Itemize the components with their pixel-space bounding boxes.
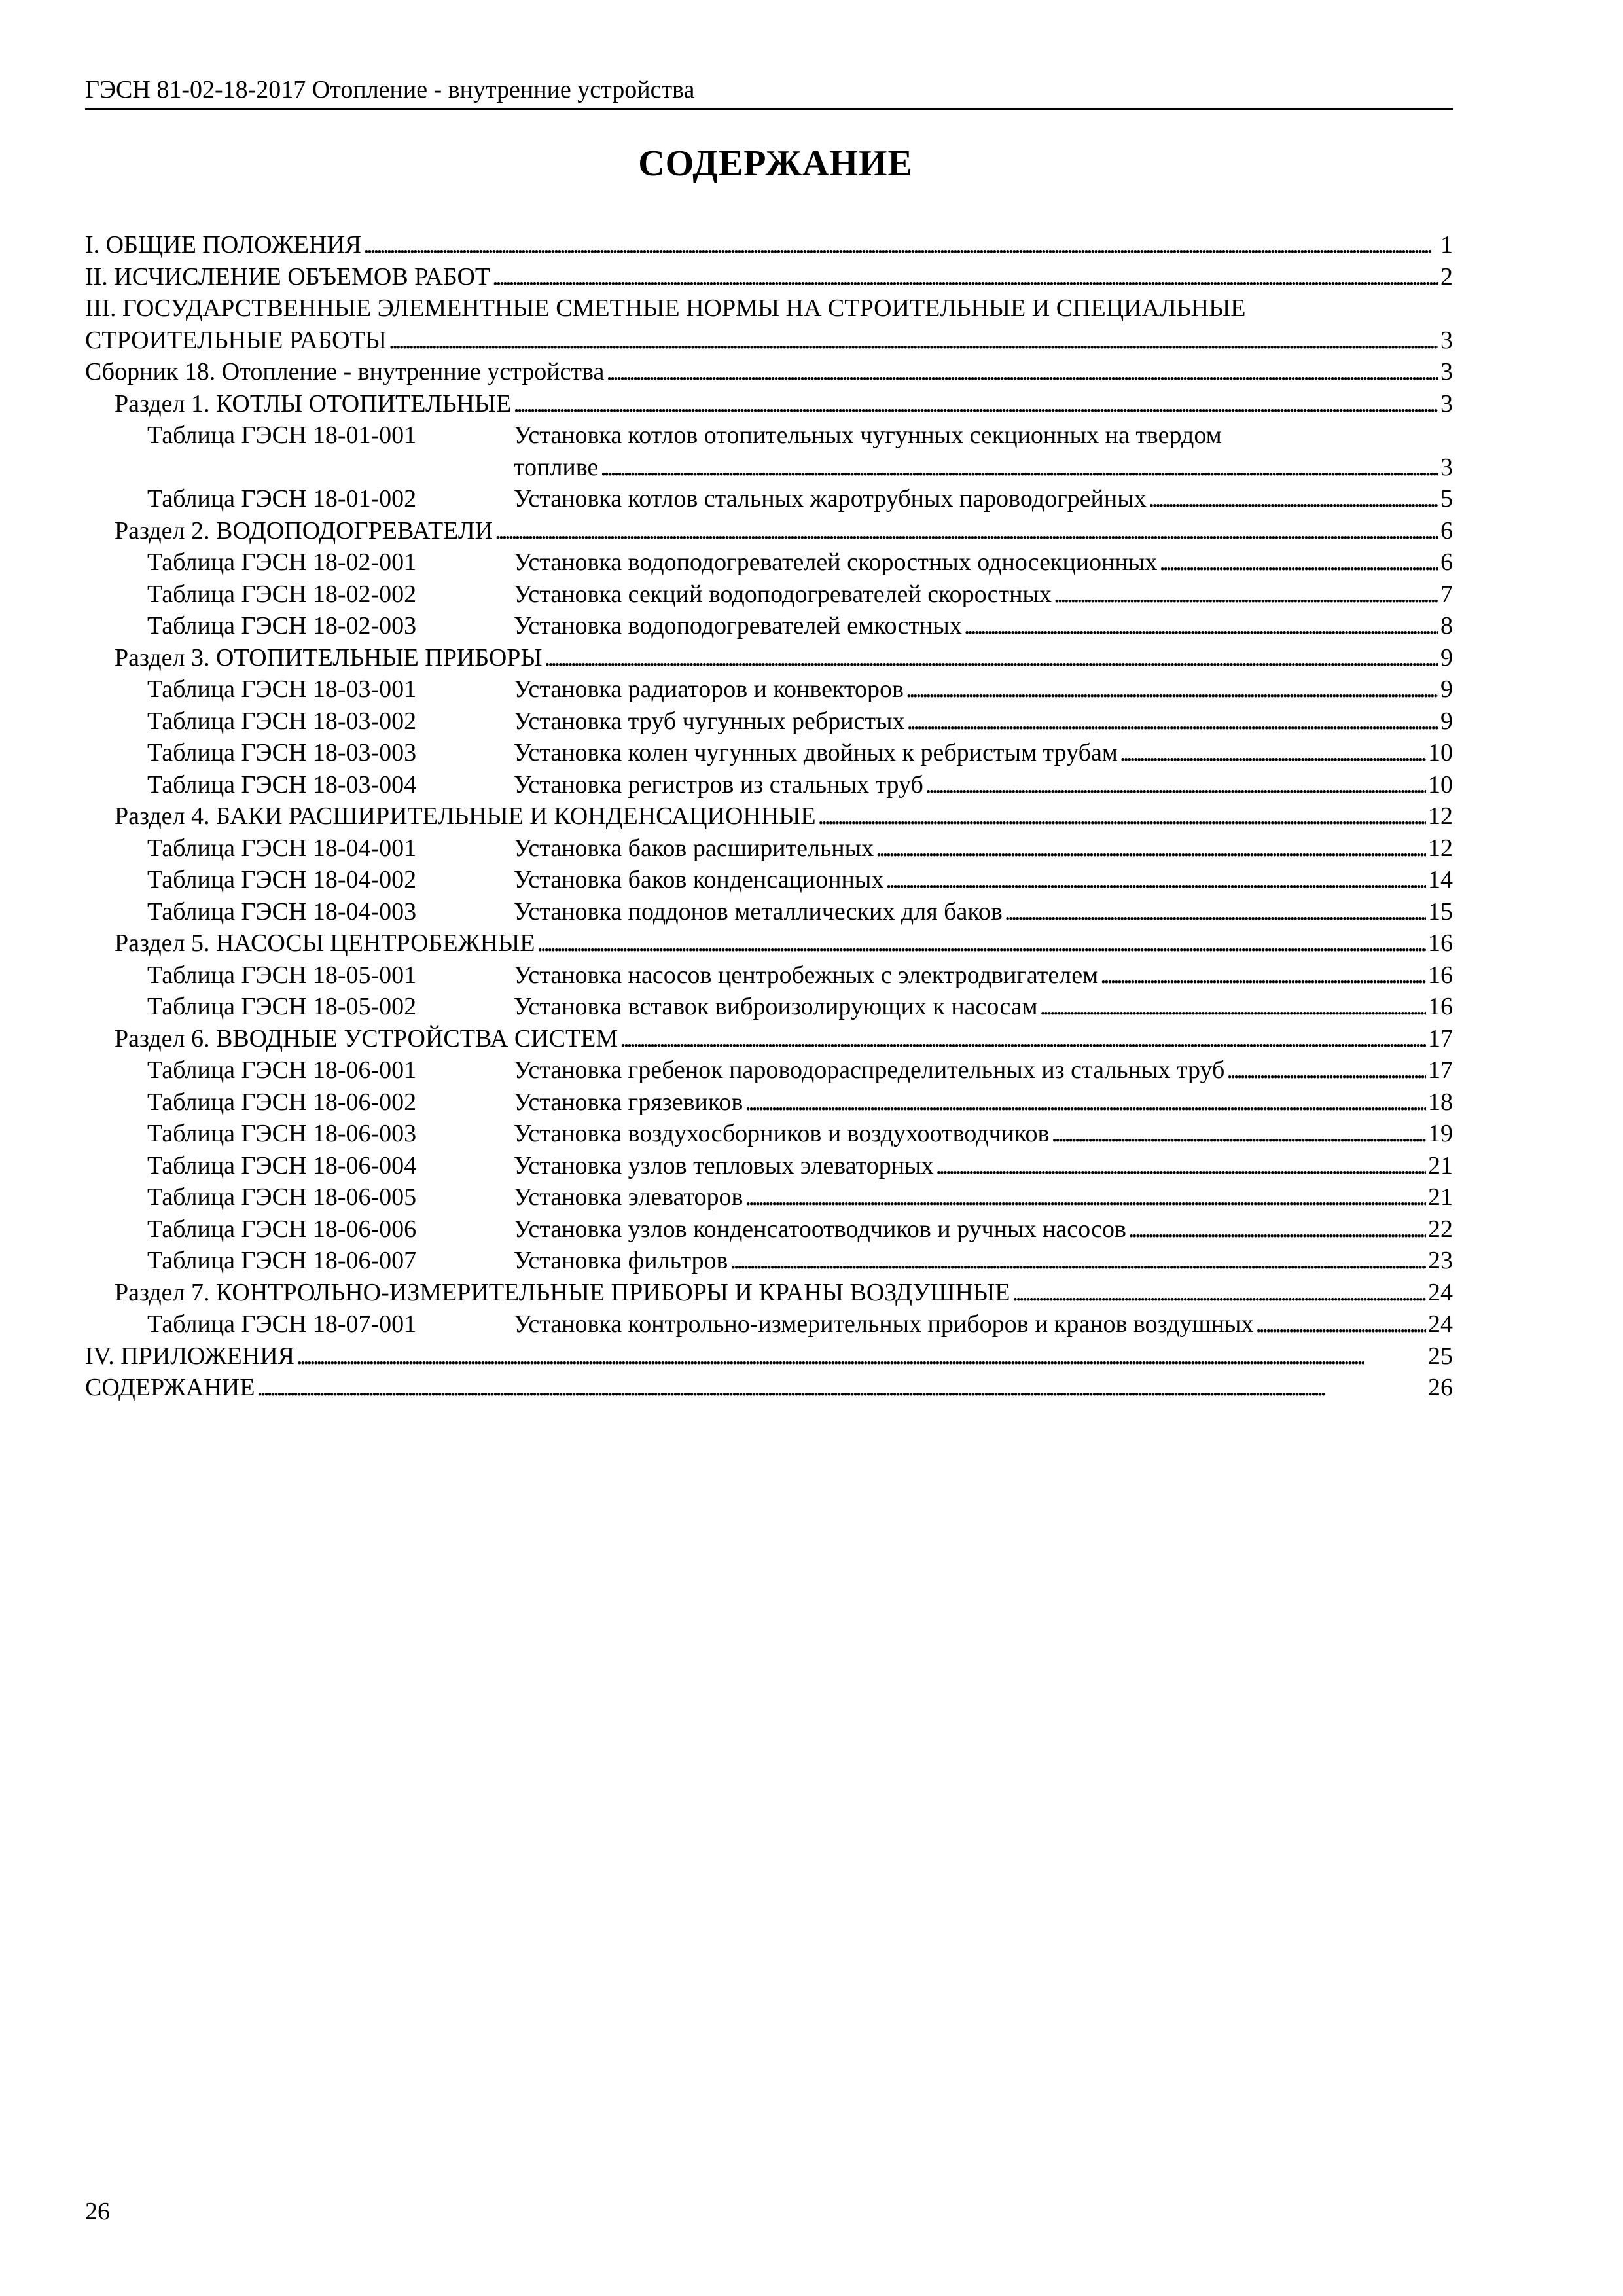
- dot-leader: [745, 1181, 1427, 1213]
- toc-table-title: Установка узлов конденсатоотводчиков и ручных насосов: [514, 1215, 1126, 1243]
- dot-leader: [876, 833, 1426, 865]
- toc-section-6[interactable]: [85, 1023, 1453, 1055]
- toc-entry-label: I. ОБЩИЕ ПОЛОЖЕНИЯ: [85, 231, 362, 259]
- dot-leader: [906, 673, 1438, 706]
- toc-entry-contents[interactable]: [85, 1372, 1453, 1404]
- toc-table-title: Установка контрольно-измерительных приборов и кранов воздушных: [514, 1310, 1254, 1338]
- toc-entry-page: 14: [1428, 866, 1453, 893]
- toc-table-code: Таблица ГЭСН 18-04-003: [147, 897, 417, 925]
- toc-entry-page: 22: [1428, 1215, 1453, 1243]
- toc-table-code: Таблица ГЭСН 18-06-003: [147, 1120, 417, 1147]
- dot-leader: [1128, 1213, 1426, 1246]
- toc-section-3[interactable]: [85, 642, 1453, 674]
- dot-leader: [1054, 579, 1438, 611]
- dot-leader: [606, 356, 1438, 388]
- toc-table-title: Установка воздухосборников и воздухоотводчиков: [514, 1120, 1050, 1147]
- dot-leader: [620, 1023, 1426, 1055]
- dot-leader: [600, 452, 1438, 484]
- toc-table-title: Установка узлов тепловых элеваторных: [514, 1151, 934, 1179]
- toc-table-18-06-006[interactable]: [85, 1213, 1453, 1246]
- toc-table-code: Таблица ГЭСН 18-06-005: [147, 1183, 417, 1211]
- table-of-contents: [85, 229, 1453, 1404]
- dot-leader: [296, 1340, 1426, 1372]
- toc-entry-page: 2: [1440, 262, 1453, 291]
- toc-table-title: Установка водоподогревателей емкостных: [514, 612, 962, 639]
- toc-entry-page: 26: [1428, 1374, 1453, 1401]
- toc-table-18-07-001[interactable]: [85, 1308, 1453, 1340]
- toc-section-1[interactable]: [85, 388, 1453, 420]
- toc-table-title: Установка регистров из стальных труб: [514, 770, 923, 798]
- dot-leader: [1120, 737, 1426, 769]
- toc-entry-label: Сборник 18. Отопление - внутренние устройства: [85, 358, 605, 386]
- toc-entry-page: 18: [1428, 1088, 1453, 1116]
- toc-table-18-02-003[interactable]: [85, 610, 1453, 642]
- dot-leader: [925, 769, 1426, 801]
- toc-entry-page: 10: [1428, 770, 1453, 798]
- toc-entry-page: 6: [1440, 548, 1453, 576]
- toc-table-18-03-001[interactable]: [85, 673, 1453, 706]
- toc-entry-page: 9: [1440, 675, 1453, 703]
- toc-table-code: Таблица ГЭСН 18-06-007: [147, 1247, 417, 1274]
- toc-table-18-02-001[interactable]: [85, 547, 1453, 579]
- toc-entry-page: 12: [1428, 802, 1453, 830]
- toc-table-code: Таблица ГЭСН 18-02-001: [147, 548, 417, 576]
- toc-table-18-06-002[interactable]: [85, 1086, 1453, 1119]
- toc-table-18-05-001[interactable]: [85, 960, 1453, 992]
- toc-section-label: Раздел 6. ВВОДНЫЕ УСТРОЙСТВА СИСТЕМ: [115, 1024, 618, 1052]
- dot-leader: [1040, 991, 1426, 1023]
- toc-table-title: Установка вставок виброизолирующих к насосам: [514, 993, 1038, 1020]
- header-rule: [85, 108, 1453, 110]
- toc-entry-label-line1: III. ГОСУДАРСТВЕННЫЕ ЭЛЕМЕНТНЫЕ СМЕТНЫЕ НОРМЫ НА СТРОИТЕЛЬНЫЕ И СПЕЦИАЛЬНЫЕ: [85, 295, 1246, 322]
- toc-entry-state-norms[interactable]: [85, 293, 1453, 356]
- toc-table-code: Таблица ГЭСН 18-01-001: [147, 422, 417, 449]
- toc-table-18-06-003[interactable]: [85, 1118, 1453, 1150]
- toc-entry-page: 24: [1428, 1310, 1453, 1338]
- page-number: 26: [85, 2198, 110, 2225]
- toc-table-18-01-001[interactable]: [85, 420, 1453, 483]
- dot-leader: [936, 1150, 1426, 1182]
- dot-leader: [885, 864, 1426, 896]
- toc-entry-page: 16: [1428, 929, 1453, 957]
- dot-leader: [730, 1245, 1427, 1277]
- toc-table-code: Таблица ГЭСН 18-03-001: [147, 675, 417, 703]
- toc-table-18-04-002[interactable]: [85, 864, 1453, 896]
- toc-entry-page: 17: [1428, 1056, 1453, 1084]
- toc-entry-page: 23: [1428, 1247, 1453, 1274]
- toc-table-code: Таблица ГЭСН 18-04-002: [147, 866, 417, 893]
- toc-entry-page: 24: [1428, 1278, 1453, 1306]
- dot-leader: [492, 261, 1438, 293]
- dot-leader: [1052, 1118, 1426, 1150]
- toc-entry-label: IV. ПРИЛОЖЕНИЯ: [85, 1342, 294, 1370]
- toc-section-7[interactable]: [85, 1277, 1453, 1309]
- toc-entry-page: 9: [1440, 643, 1453, 672]
- dot-leader: [1149, 483, 1438, 515]
- toc-table-code: Таблица ГЭСН 18-05-001: [147, 961, 417, 989]
- dot-leader: [544, 642, 1438, 674]
- toc-table-code: Таблица ГЭСН 18-06-002: [147, 1088, 417, 1116]
- dot-leader: [745, 1086, 1426, 1119]
- toc-entry-page: 17: [1428, 1024, 1453, 1052]
- toc-table-title-line2: топливе: [514, 453, 599, 481]
- toc-table-title: Установка баков конденсационных: [514, 866, 884, 893]
- toc-table-18-06-007[interactable]: [85, 1245, 1453, 1277]
- dot-leader: [1226, 1054, 1426, 1086]
- toc-entry-page: 10: [1428, 739, 1453, 766]
- toc-entry-page: 25: [1428, 1342, 1453, 1370]
- toc-table-18-03-004[interactable]: [85, 769, 1453, 801]
- toc-entry-general-provisions[interactable]: [85, 229, 1453, 261]
- dot-leader: [513, 388, 1438, 420]
- toc-entry-page: 16: [1428, 993, 1453, 1020]
- toc-table-code: Таблица ГЭСН 18-05-002: [147, 993, 417, 1020]
- toc-entry-page: 3: [1440, 326, 1453, 354]
- toc-table-code: Таблица ГЭСН 18-02-003: [147, 612, 417, 639]
- toc-table-18-02-002[interactable]: [85, 579, 1453, 611]
- toc-entry-page: 7: [1440, 580, 1453, 608]
- toc-section-label: Раздел 7. КОНТРОЛЬНО-ИЗМЕРИТЕЛЬНЫЕ ПРИБОРЫ И КРАНЫ ВОЗДУШНЫЕ: [115, 1278, 1010, 1306]
- dot-leader: [964, 610, 1438, 642]
- toc-table-18-03-002[interactable]: [85, 706, 1453, 738]
- toc-section-label: Раздел 4. БАКИ РАСШИРИТЕЛЬНЫЕ И КОНДЕНСАЦИОННЫЕ: [115, 802, 816, 830]
- toc-section-label: Раздел 5. НАСОСЫ ЦЕНТРОБЕЖНЫЕ: [115, 929, 535, 957]
- toc-table-title: Установка фильтров: [514, 1247, 728, 1274]
- toc-table-code: Таблица ГЭСН 18-03-002: [147, 707, 417, 735]
- dot-leader: [257, 1372, 1426, 1404]
- toc-table-title: Установка труб чугунных ребристых: [514, 707, 905, 735]
- toc-table-title: Установка секций водоподогревателей скоростных: [514, 580, 1052, 608]
- dot-leader: [363, 229, 1438, 261]
- toc-table-18-03-003[interactable]: [85, 737, 1453, 769]
- toc-entry-page: 19: [1428, 1120, 1453, 1147]
- toc-entry-label: СОДЕРЖАНИЕ: [85, 1374, 255, 1401]
- toc-entry-collection-18[interactable]: [85, 356, 1453, 388]
- toc-section-4[interactable]: [85, 800, 1453, 833]
- toc-table-title: Установка радиаторов и конвекторов: [514, 675, 904, 703]
- toc-table-18-04-003[interactable]: [85, 896, 1453, 928]
- toc-table-code: Таблица ГЭСН 18-04-001: [147, 834, 417, 862]
- dot-leader: [537, 927, 1426, 960]
- toc-table-code: Таблица ГЭСН 18-06-006: [147, 1215, 417, 1243]
- toc-table-18-06-004[interactable]: [85, 1150, 1453, 1182]
- toc-table-title: Установка гребенок пароводораспределительных из стальных труб: [514, 1056, 1225, 1084]
- toc-table-18-06-001[interactable]: [85, 1054, 1453, 1086]
- toc-table-title: Установка котлов стальных жаротрубных пароводогрейных: [514, 485, 1147, 512]
- toc-table-title: Установка насосов центробежных с электродвигателем: [514, 961, 1099, 989]
- toc-table-code: Таблица ГЭСН 18-06-001: [147, 1056, 417, 1084]
- dot-leader: [907, 706, 1438, 738]
- toc-table-code: Таблица ГЭСН 18-06-004: [147, 1151, 417, 1179]
- running-header: ГЭСН 81-02-18-2017 Отопление - внутренние устройства: [85, 76, 695, 103]
- toc-section-label: Раздел 2. ВОДОПОДОГРЕВАТЕЛИ: [115, 516, 493, 545]
- toc-section-2[interactable]: [85, 515, 1453, 547]
- toc-section-label: Раздел 3. ОТОПИТЕЛЬНЫЕ ПРИБОРЫ: [115, 643, 543, 672]
- toc-table-title: Установка поддонов металлических для баков: [514, 897, 1003, 925]
- toc-table-title: Установка колен чугунных двойных к ребристым трубам: [514, 739, 1118, 766]
- toc-entry-label-line2: СТРОИТЕЛЬНЫЕ РАБОТЫ: [85, 326, 387, 354]
- toc-section-5[interactable]: [85, 927, 1453, 960]
- dot-leader: [1159, 547, 1438, 579]
- toc-table-code: Таблица ГЭСН 18-02-002: [147, 580, 417, 608]
- toc-table-title: Установка баков расширительных: [514, 834, 874, 862]
- toc-table-18-01-002[interactable]: [85, 483, 1453, 515]
- toc-entry-page: 16: [1428, 961, 1453, 989]
- toc-entry-page: 1: [1440, 231, 1453, 259]
- toc-table-18-04-001[interactable]: [85, 833, 1453, 865]
- toc-entry-page: 3: [1440, 453, 1453, 481]
- toc-entry-page: 15: [1428, 897, 1453, 925]
- toc-entry-page: 9: [1440, 707, 1453, 735]
- toc-table-title: Установка элеваторов: [514, 1183, 743, 1211]
- dot-leader: [1005, 896, 1426, 928]
- toc-entry-page: 5: [1440, 485, 1453, 512]
- toc-table-title-line1: Установка котлов отопительных чугунных секционных на твердом: [514, 422, 1222, 449]
- toc-entry-page: 6: [1440, 516, 1453, 545]
- toc-table-title: Установка грязевиков: [514, 1088, 743, 1116]
- toc-table-18-06-005[interactable]: [85, 1181, 1453, 1213]
- toc-table-code: Таблица ГЭСН 18-07-001: [147, 1310, 417, 1338]
- dot-leader: [1100, 960, 1426, 992]
- dot-leader: [495, 515, 1438, 547]
- toc-table-code: Таблица ГЭСН 18-03-003: [147, 739, 417, 766]
- toc-entry-label: II. ИСЧИСЛЕНИЕ ОБЪЕМОВ РАБОТ: [85, 262, 491, 291]
- toc-table-code: Таблица ГЭСН 18-01-002: [147, 485, 417, 512]
- page-title: СОДЕРЖАНИЕ: [638, 143, 913, 184]
- toc-entry-page: 8: [1440, 612, 1453, 639]
- toc-table-code: Таблица ГЭСН 18-03-004: [147, 770, 417, 798]
- toc-entry-page: 3: [1440, 389, 1453, 418]
- toc-table-title: Установка водоподогревателей скоростных односекционных: [514, 548, 1158, 576]
- toc-entry-page: 21: [1428, 1151, 1453, 1179]
- toc-entry-volume-calculation[interactable]: [85, 261, 1453, 293]
- toc-table-18-05-002[interactable]: [85, 991, 1453, 1023]
- toc-entry-page: 21: [1428, 1183, 1453, 1211]
- toc-section-label: Раздел 1. КОТЛЫ ОТОПИТЕЛЬНЫЕ: [115, 389, 512, 418]
- dot-leader: [1255, 1308, 1426, 1340]
- toc-entry-page: 3: [1440, 358, 1453, 386]
- toc-entry-page: 12: [1428, 834, 1453, 862]
- toc-entry-appendices[interactable]: [85, 1340, 1453, 1372]
- dot-leader: [1012, 1277, 1426, 1309]
- dot-leader: [818, 800, 1426, 833]
- dot-leader: [389, 325, 1438, 357]
